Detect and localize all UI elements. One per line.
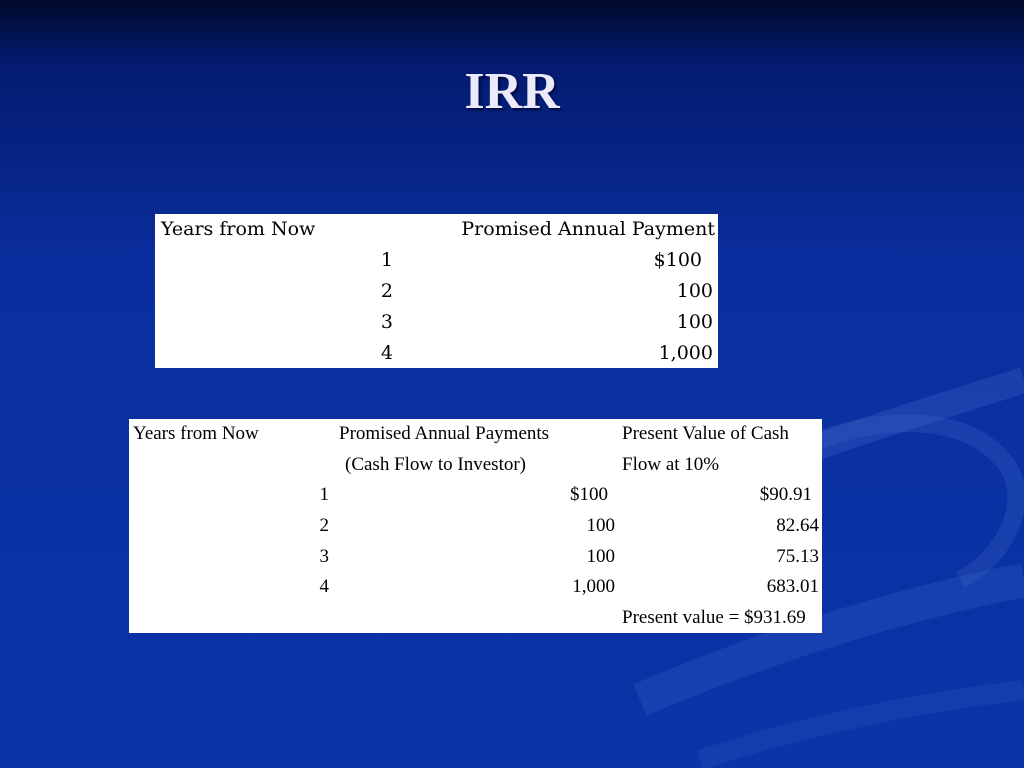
table-row bbox=[155, 306, 718, 337]
present-value-cell: 75.13 bbox=[776, 545, 819, 567]
header-flow-at-rate: Flow at 10% bbox=[622, 453, 720, 475]
header-promised-annual-payments: Promised Annual Payments bbox=[339, 423, 550, 445]
payment-cell: 100 bbox=[586, 514, 615, 536]
table-header-row bbox=[129, 419, 822, 450]
header-promised-annual-payment: Promised Annual Payment bbox=[461, 218, 715, 241]
year-cell: 1 bbox=[380, 249, 393, 272]
header-cash-flow-to-investor: (Cash Flow to Investor) bbox=[345, 453, 527, 475]
payment-cell: $100 bbox=[653, 249, 702, 272]
table-row bbox=[129, 480, 822, 511]
empty-cell bbox=[329, 602, 615, 633]
year-cell: 4 bbox=[380, 341, 393, 364]
table-row bbox=[155, 276, 718, 307]
header-present-value: Present Value of Cash bbox=[622, 423, 789, 445]
payment-cell: 100 bbox=[676, 279, 713, 302]
year-cell: 3 bbox=[319, 545, 329, 567]
present-value-cell: $90.91 bbox=[759, 484, 812, 506]
table-row bbox=[129, 511, 822, 542]
table-row bbox=[129, 572, 822, 603]
table-header-row bbox=[155, 214, 718, 245]
table-row bbox=[129, 541, 822, 572]
payment-cell: $100 bbox=[570, 484, 608, 506]
present-value-table bbox=[129, 419, 822, 633]
table-header-row bbox=[129, 450, 822, 481]
empty-cell bbox=[129, 450, 329, 481]
payment-cell: 100 bbox=[586, 545, 615, 567]
year-cell: 2 bbox=[319, 514, 329, 536]
year-cell: 3 bbox=[380, 310, 393, 333]
payments-table bbox=[155, 214, 718, 368]
year-cell: 1 bbox=[319, 484, 329, 506]
empty-cell bbox=[129, 602, 329, 633]
table-row bbox=[155, 245, 718, 276]
present-value-total: Present value = $931.69 bbox=[622, 606, 806, 628]
payment-cell: 100 bbox=[676, 310, 713, 333]
slide-title: IRR bbox=[464, 63, 560, 120]
header-years-from-now: Years from Now bbox=[161, 218, 316, 241]
payment-cell: 1,000 bbox=[572, 576, 615, 598]
present-value-cell: 82.64 bbox=[776, 514, 819, 536]
payment-cell: 1,000 bbox=[658, 341, 713, 364]
header-years-from-now: Years from Now bbox=[133, 423, 259, 445]
table-total-row bbox=[129, 602, 822, 633]
year-cell: 2 bbox=[380, 279, 393, 302]
table-row bbox=[155, 337, 718, 368]
present-value-cell: 683.01 bbox=[766, 576, 819, 598]
year-cell: 4 bbox=[319, 576, 329, 598]
